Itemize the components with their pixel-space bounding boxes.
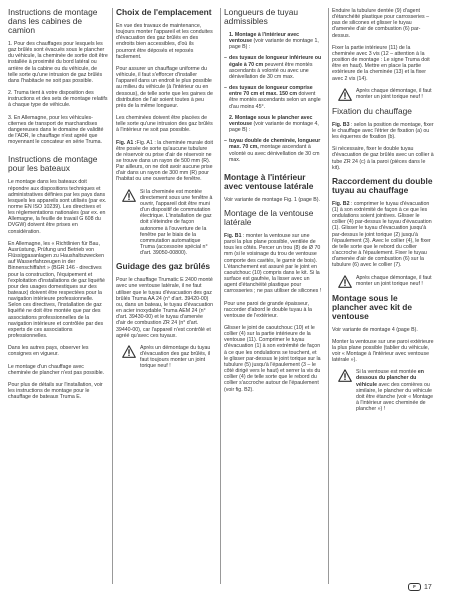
warning-icon [338, 275, 352, 288]
paragraph: 2. Truma tient à votre disposition des instructions et des sets de montage relatifs à chaque type de véhicule. [8, 90, 108, 109]
paragraph [332, 122, 434, 140]
warning-icon [338, 369, 352, 382]
paragraph-text: : monter la ventouse sur une paroi la plus plane possible, ventilée de tous les côtés. Percer un trou (8) de Ø 70 mm (si le voisinage du trou de ventouse comporte des cavités, le garnir de bois). L'étanchement est assuré par le joint en caoutchouc (10) compris dans le kit. Si la surface est gaufrée, la lisser avec un agent d'étanchéité plastique pour carrosseries ; ne pas utiliser de silicones ! [224, 232, 322, 295]
paragraph [224, 233, 322, 295]
paragraph: 3. En Allemagne, pour les véhicules-citernes de transport de marchandises dangereuses dans le domaine de validité de l'ADR, le chauffage n'est agréé que moyennant le concateur en série Truma. [8, 114, 104, 146]
warning-icon [122, 345, 136, 358]
column-divider [220, 8, 221, 584]
section-title-side-cowl: Montage de la ventouse latérale [224, 207, 314, 227]
section-title-underfloor: Montage sous le plancher avec kit de ventouse [332, 292, 413, 321]
paragraph: Si nécessaire, fixer le double tuyau d'évacuation de gaz brûlés avec un collier à tube ZR 24 (c) à la paroi (pièces dans le kit). [332, 146, 434, 171]
page-number: 17 [424, 583, 432, 591]
list-item: – tuyau double de cheminée, longueur max. 70 cm, montage ascendant à volonté ou avec dénivellation de 30 cm max. [224, 138, 321, 163]
paragraph: Pour le chauffage Trumatic E 2400 monté avec une ventouse latérale, il ne faut utiliser que le tuyau d'évacuation des gaz brûlés Truma AA 24 (n° d'art. 39420-00) ou, dans un bateau, le tuyau d'évacuation en acier inoxydable Truma AEM 24 (n° d'art. 39430-00) et le tuyau d'amenée d'air de combustion ZR 24 (n° d'art. 39440-00), car l'appareil n'est contrôlé et agréé qu'avec ces tuyaux. [116, 277, 214, 339]
paragraph [116, 140, 214, 183]
list-item-text: montage ascendant à volonté ou avec dénivellation de 30 cm max. [229, 144, 320, 163]
paragraph-text: : comprimer le tuyau d'évacuation (1) à son extrémité de façon à ce que les ondulations soient jointives. Glisser le collier (4) par-dessus le tuyau d'évacuation (1). Glisser le tuyau d'évacuation jusqu'à par-dessus le joint torique (2) jusqu'à l'épaulement (3). Avec le collier (4), le fixer de telle sorte que le rebord du collier s'accroche à l'épaulement. Fixer le tuyau d'amenée d'air de combustion (6) sur la tubulure (6) avec le collier (7). [332, 200, 432, 269]
paragraph: En Allemagne, les « Richtlinien für Bau, Ausrüstung, Prüfung und Betrieb von Flüssiggasanlagen zu Haushaltszwecken auf Wasserfahrzeugen in der Binnenschiffahrt » (BGR 146 - directives pour la construction, l'équipement et l'exploitation d'installations de gaz liquéfié pour des usages domestiques sur des bateaux) doivent être respectées pour la navigation intérieure professionnelle. Selon ces directives, l'installation de gaz liquéfié ne doit être montée que par des associations professionnelles de la navigation intérieure et contrôlée par des experts de ces associations professionnelles. [8, 240, 105, 340]
list-item-bold: 1. Montage à l'intérieur avec ventouse [229, 32, 300, 45]
paragraph-text: Fig. A1 : la cheminée murale doit être posée de sorte qu'aucune tubulure de réservoir ou prise d'air de réservoir ne se trouve dans un rayon de 500 mm (R). Par ailleurs, on ne doit avoir aucune prise d'air dans un rayon de 300 mm (R) pour l'habitat ou une ouverture de fenêtre. [116, 139, 213, 183]
paragraph [332, 201, 434, 269]
paragraph: Pour plus de détails sur l'installation, voir les instructions de montage pour le chauffage de bateaux Truma E. [8, 381, 103, 401]
section-title-boats: Instructions de montage pour les bateaux [8, 154, 98, 174]
paragraph: Pour assurer un chauffage uniforme du véhicule, il faut s'efforcer d'installer l'appareil dans un endroit le plus possible au milieu du véhicule (à l'intérieur ou en dessous), de telle sorte que les gaines de distribution de l'air soient toutes à peu près de la même longueur. [116, 65, 213, 109]
paragraph: Voir variante de montage 4 (page B). [332, 326, 418, 333]
warning-note [332, 88, 434, 101]
paragraph: 1. Pour des chauffages pour lesquels les gaz brûlés sont évacués sous le plancher du véhicule, la cheminée de sortie doit être installée à proximité du bord latéral ou arrière de la cabine ou du véhicule, de telle sorte qu'une intrusion de gaz brûlés dans l'habitacle ne soit pas possible. [8, 41, 108, 84]
warning-icon [122, 189, 136, 202]
list-item: – des tuyaux de longueur inférieure ou égale à 70 cm peuvent être montés ascendants à volonté ou avec une dénivellation de 30 cm max. [224, 55, 322, 80]
figure-ref: Fig. B1 [224, 232, 242, 239]
list-item [224, 32, 322, 50]
language-badge: F [408, 583, 421, 591]
section-title-double-pipe: Raccordement du double tuyau au chauffage [332, 175, 433, 195]
paragraph: Le montage d'un chauffage avec cheminée de plancher n'est pas possible. [8, 363, 105, 376]
warning-note [116, 189, 214, 257]
list-item-text: doivent être montés ascendants selon un angle d'au moins 45°. [229, 91, 321, 110]
column-4 [332, 8, 434, 418]
pipe-length-list [224, 32, 322, 163]
list-item-text: (voir variante de montage 4, page B) : [229, 120, 319, 134]
list-item: – des tuyaux de longueur comprise entre 70 cm et max. 150 cm doivent être montés ascendants selon un angle d'au moins 45°. [224, 85, 321, 110]
list-item-bold: des tuyaux de longueur inférieure ou égale à 70 cm [229, 55, 322, 68]
page-footer [408, 583, 432, 591]
paragraph: Le montage dans les bateaux doit répondre aux dispositions techniques et administratives définies par les pays dans lesquels les appareils sont utilisés (par ex. norme EN ISO 10239). Les directives et les réglementations nationales (par ex. en Allemagne, la feuille de travail G 608 du DVGW) doivent être prises en considération. [8, 179, 107, 235]
warning-text: Si la cheminée est montée directement sous une fenêtre à ouvrir, l'appareil doit être muni d'un dispositif de commutation électrique. L'installation de gaz doit s'éteindre de façon autonome à l'ouverture de la fenêtre par le biais de la commutation automatique Truma (accessoire spécial n° d'art. 39050-00800). [140, 188, 213, 257]
paragraph-text: : selon la position de montage, fixer le chauffage avec l'étrier de fixation (a) ou les équerres de fixation (b). [332, 121, 434, 141]
paragraph: Monter la ventouse sur une paroi extérieure la plus plane possible (tablier du véhicule, voir « Montage à l'intérieur avec ventouse latérale »). [332, 338, 434, 364]
list-item [224, 115, 322, 133]
figure-ref: Fig. B2 [332, 200, 350, 207]
paragraph: Glisser le joint de caoutchouc (10) et le collier (4) sur la partie intérieure de la ventouse (11). Comprimer le tuyau d'évacuation (1) à son extrémité de façon à ce que les ondulations se touchent, et le glisser par-dessus le joint torique sur la tubulure (5) jusqu'à l'épaulement (3 – le côté dirigé vers le haut) et serrer la vis du collier (4) de telle sorte que le rebord du collier s'accroche autour de l'épaulement (voir fig. B2). [224, 325, 321, 393]
paragraph: Voir variante de montage Fig. 1 (page B). [224, 196, 321, 203]
paragraph: Enduire la tubulure dentée (9) d'agent d'étanchéité plastique pour carrosseries – pas de silicones et glisser le tuyau d'amenée d'air de combustion (6) par-dessus. [332, 8, 430, 39]
column-divider [112, 8, 113, 584]
section-title-exhaust: Guidage des gaz brûlés [116, 261, 211, 272]
warning-icon [338, 88, 352, 101]
list-item-text: (voir variante de montage 1, page B) : [229, 38, 319, 51]
section-title-interior-install: Montage à l'intérieur avec ventouse latérale [224, 171, 314, 191]
warning-note [116, 345, 214, 370]
warning-note [332, 275, 434, 288]
paragraph: Fixer la partie intérieure (11) de la cheminée avec 3 vis (12 – attention à la position de montage : Le signe Truma doit être en haut). Mettre en place la partie extérieure de la cheminée (13) et la fixer avec 2 vis (14). [332, 44, 430, 82]
warning-note [332, 369, 434, 412]
list-item-text: peuvent être montés ascendants à volonté ou avec une dénivellation de 30 cm max. [229, 61, 313, 80]
list-item-bold: 2. Montage sous le plancher avec ventouse [229, 114, 313, 127]
list-item-bold: des tuyaux de longueur comprise entre 70 cm et max. 150 cm [229, 85, 313, 98]
paragraph: En vue des travaux de maintenance, toujours monter l'appareil et les conduites d'évacuation des gaz brûlés en des endroits bien accessibles, d'où ils pourront être déposés et reposés facilement. [116, 23, 213, 60]
figure-ref: Fig. B3 [332, 121, 350, 128]
warning-text: Après chaque démontage, il faut monter un joint torique neuf ! [356, 274, 432, 287]
warning-text: Si la ventouse est montée en dessous du plancher du véhicule avec des cornières ou similaire, le plancher du véhicule doit être étanche (voir « Montage à l'intérieur avec cheminée de plancher ») ! [356, 369, 434, 413]
section-title-fixing: Fixation du chauffage [332, 105, 412, 116]
paragraph: Dans les autres pays, observer les consignes en vigueur. [8, 345, 89, 358]
column-1 [8, 8, 108, 406]
paragraph: Pour une paroi de grande épaisseur, raccorder d'abord le double tuyau à la ventouse de l'extérieur. [224, 300, 312, 319]
warning-text: Après chaque démontage, il faut monter un joint torique neuf ! [356, 87, 432, 100]
column-divider [328, 8, 329, 584]
list-item-bold: tuyau double de cheminée, longueur max. 70 cm, [229, 138, 321, 151]
warning-text: Après un démontage du tuyau d'évacuation des gaz brûlés, il faut toujours monter un joint torique neuf ! [140, 344, 211, 370]
figure-ref: Fig. A1 : [116, 139, 137, 146]
section-title-location: Choix de l'emplacement [116, 7, 212, 17]
column-3 [224, 8, 322, 399]
section-title-pipe-lengths: Longueurs de tuyau admissibles [224, 7, 299, 26]
column-2 [116, 8, 214, 376]
paragraph: Les cheminées doivent être placées de telle sorte qu'une intrusion des gaz brûlés à l'intérieur ne soit pas possible. [116, 115, 213, 134]
section-title-truck-cabins: Instructions de montage dans les cabines de camion [8, 7, 98, 35]
